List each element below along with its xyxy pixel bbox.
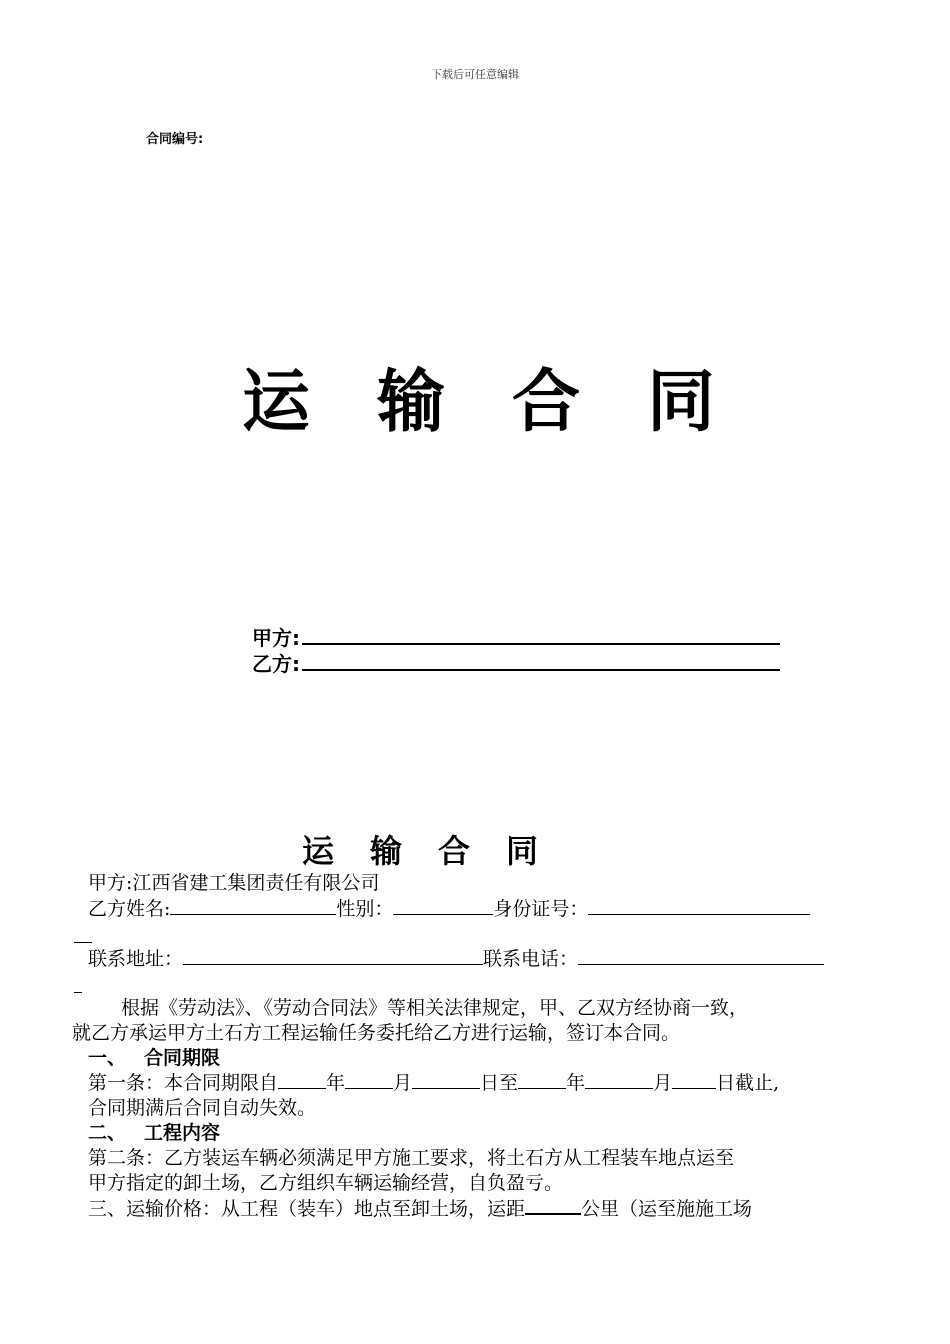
party-a-line: 甲方:江西省建工集团责任有限公司 <box>88 872 380 894</box>
address-label: 联系地址： <box>88 948 184 970</box>
section-1-title: 合同期限 <box>144 1047 221 1069</box>
wrap-dash <box>74 982 82 993</box>
article-1-prefix: 第一条：本合同期限自 <box>88 1072 279 1094</box>
start-day-blank[interactable] <box>412 1071 480 1089</box>
cover-title-char: 同 <box>647 363 716 442</box>
day-to-label: 日至 <box>480 1072 519 1094</box>
start-month-blank[interactable] <box>345 1071 393 1089</box>
cover-party-b <box>252 648 780 677</box>
end-month-blank[interactable] <box>585 1071 653 1089</box>
article-3-suffix: 公里（运至施施工场 <box>581 1198 753 1220</box>
party-b-label: 乙方: <box>252 652 300 676</box>
article-1-line-2: 合同期满后合同自动失效。 <box>88 1097 317 1119</box>
party-b-name-label: 乙方姓名: <box>88 898 171 920</box>
section-1-number: 一、 <box>88 1047 127 1069</box>
section-1-heading <box>88 1046 220 1071</box>
wrap-dash <box>74 932 92 943</box>
page-header-note: 下载后可任意编辑 <box>431 68 519 81</box>
day-end-label: 日截止, <box>716 1072 780 1094</box>
party-b-name-blank[interactable] <box>170 897 336 915</box>
month-label: 月 <box>653 1072 673 1094</box>
section-2-title: 工程内容 <box>144 1122 221 1144</box>
article-3-prefix: 三、运输价格：从工程（装车）地点至卸土场，运距 <box>88 1198 526 1220</box>
phone-blank[interactable] <box>578 947 824 965</box>
month-label: 月 <box>393 1072 413 1094</box>
contact-line <box>88 947 824 972</box>
article-1-line-1 <box>88 1071 779 1096</box>
distance-blank[interactable] <box>525 1196 581 1215</box>
start-year-blank[interactable] <box>278 1071 326 1089</box>
cover-party-a <box>252 622 780 651</box>
party-b-blank[interactable] <box>302 653 780 671</box>
party-a-label: 甲方: <box>252 626 300 650</box>
year-label: 年 <box>566 1072 586 1094</box>
cover-title-char: 输 <box>377 363 446 442</box>
section-2-heading <box>88 1121 220 1146</box>
contract-title-char: 输 <box>370 832 403 870</box>
article-2-line-2: 甲方指定的卸土场，乙方组织车辆运输经营，自负盈亏。 <box>88 1172 564 1194</box>
year-label: 年 <box>326 1072 346 1094</box>
gender-label: 性别： <box>336 898 394 920</box>
phone-label: 联系电话： <box>483 948 579 970</box>
end-day-blank[interactable] <box>672 1071 716 1089</box>
id-number-label: 身份证号： <box>493 898 589 920</box>
section-2-number: 二、 <box>88 1122 127 1144</box>
id-number-blank[interactable] <box>588 897 810 915</box>
article-2-line-1: 第二条：乙方装运车辆必须满足甲方施工要求，将土石方从工程装车地点运至 <box>88 1147 735 1169</box>
party-b-info-line <box>88 897 810 922</box>
party-a-blank[interactable] <box>302 627 780 645</box>
contract-title-char: 合 <box>438 832 471 870</box>
cover-title-char: 合 <box>512 363 581 442</box>
contract-title-char: 同 <box>506 832 539 870</box>
cover-title-char: 运 <box>242 363 311 442</box>
contract-number-label: 合同编号: <box>146 132 204 147</box>
intro-line-2: 就乙方承运甲方土石方工程运输任务委托给乙方进行运输，签订本合同。 <box>72 1022 681 1044</box>
cover-title <box>242 348 782 445</box>
article-3-line-1 <box>88 1196 752 1222</box>
gender-blank[interactable] <box>393 897 493 915</box>
end-year-blank[interactable] <box>518 1071 566 1089</box>
address-blank[interactable] <box>183 947 483 965</box>
contract-title-char: 运 <box>302 832 335 870</box>
contract-title <box>302 826 574 872</box>
intro-line-1: 根据《劳动法》、《劳动合同法》等相关法律规定，甲、乙双方经协商一致， <box>121 997 749 1019</box>
